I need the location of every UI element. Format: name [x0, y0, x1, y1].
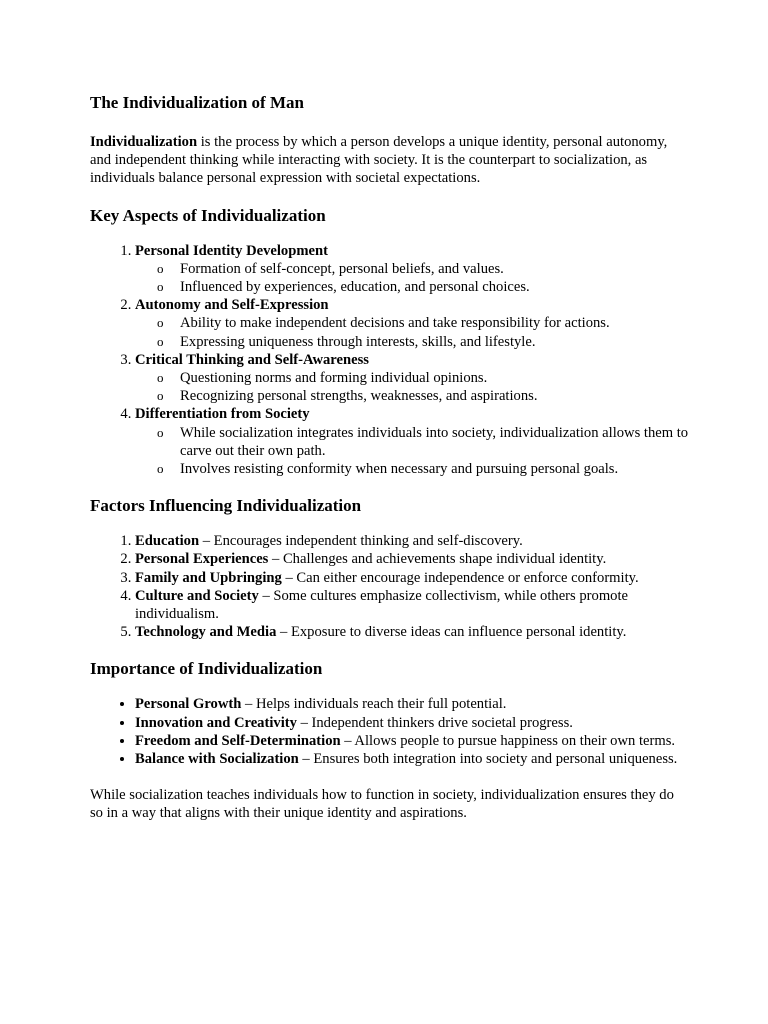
list-item: [135, 296, 690, 351]
list-item-text: – Encourages independent thinking and self-discovery.: [199, 533, 523, 550]
importance-list: [90, 695, 690, 768]
list-item-label: Technology and Media: [135, 624, 277, 641]
list-item: [135, 405, 690, 478]
sub-list: [135, 314, 690, 350]
list-item-label: Autonomy and Self-Expression: [135, 297, 329, 314]
intro-term: Individualization: [90, 134, 198, 150]
list-item: [135, 351, 690, 406]
list-item: [135, 695, 690, 713]
key-aspects-list: [90, 242, 690, 479]
list-item-label: Critical Thinking and Self-Awareness: [135, 351, 369, 368]
list-item-text: – Allows people to pursue happiness on their own terms.: [340, 732, 676, 749]
list-item: [135, 623, 690, 641]
list-item-label: Culture and Society: [135, 587, 259, 604]
intro-text: is the process by which a person develops a unique identity, personal autonomy, and independent thinking while interacting with society. It is the counterpart to socialization, as individuals balance personal expression with societal expectations.: [90, 134, 668, 187]
list-item: [135, 732, 690, 750]
list-item-text: – Challenges and achievements shape individual identity.: [268, 551, 607, 568]
list-item: [135, 750, 690, 768]
list-item-text: – Some cultures emphasize collectivism, while others promote individualism.: [135, 587, 629, 623]
sub-list-item: o Involves resisting conformity when necessary and pursuing personal goals.: [157, 460, 690, 478]
sub-list: [135, 424, 690, 479]
document-page: [90, 93, 690, 841]
list-item-label: Balance with Socialization: [135, 751, 299, 768]
list-item: [135, 587, 690, 623]
sub-list-item: o Questioning norms and forming individual opinions.: [157, 369, 690, 387]
list-item-label: Differentiation from Society: [135, 406, 310, 423]
list-item: [135, 550, 690, 568]
importance-heading: Importance of Individualization: [90, 659, 323, 679]
sub-list-item: o While socialization integrates individuals into society, individualization allows them to carve out their own path.: [157, 424, 690, 460]
list-item: [135, 714, 690, 732]
sub-list: [135, 260, 690, 296]
list-item: [135, 532, 690, 550]
sub-list-item: o Influenced by experiences, education, and personal choices.: [157, 278, 690, 296]
document-title: The Individualization of Man: [90, 93, 304, 112]
list-item-label: Personal Identity Development: [135, 242, 328, 259]
sub-list-item: o Expressing uniqueness through interests, skills, and lifestyle.: [157, 333, 690, 351]
list-item-text: – Helps individuals reach their full potential.: [241, 696, 507, 713]
sub-list-item: o Recognizing personal strengths, weaknesses, and aspirations.: [157, 387, 690, 405]
list-item-text: – Independent thinkers drive societal progress.: [296, 714, 573, 731]
list-item-text: – Exposure to diverse ideas can influence personal identity.: [276, 624, 627, 641]
list-item-label: Personal Growth: [135, 696, 242, 713]
list-item-text: – Can either encourage independence or enforce conformity.: [281, 569, 639, 586]
list-item-text: – Ensures both integration into society and personal uniqueness.: [298, 751, 678, 768]
list-item-label: Freedom and Self-Determination: [135, 732, 341, 749]
conclusion-paragraph: While socialization teaches individuals how to function in society, individualization ensures they do so in a way that aligns with their unique identity and aspirations.: [90, 787, 674, 822]
sub-list-item: o Ability to make independent decisions and take responsibility for actions.: [157, 314, 690, 332]
factors-list: [90, 532, 690, 641]
sub-list-item: o Formation of self-concept, personal beliefs, and values.: [157, 260, 690, 278]
list-item-label: Family and Upbringing: [135, 569, 282, 586]
list-item-label: Personal Experiences: [135, 551, 269, 568]
intro-paragraph: [90, 133, 690, 188]
sub-list: [135, 369, 690, 405]
list-item: [135, 242, 690, 297]
list-item-label: Education: [135, 533, 200, 550]
factors-heading: Factors Influencing Individualization: [90, 496, 362, 516]
list-item: [135, 569, 690, 587]
key-aspects-heading: Key Aspects of Individualization: [90, 205, 326, 225]
list-item-label: Innovation and Creativity: [135, 714, 297, 731]
